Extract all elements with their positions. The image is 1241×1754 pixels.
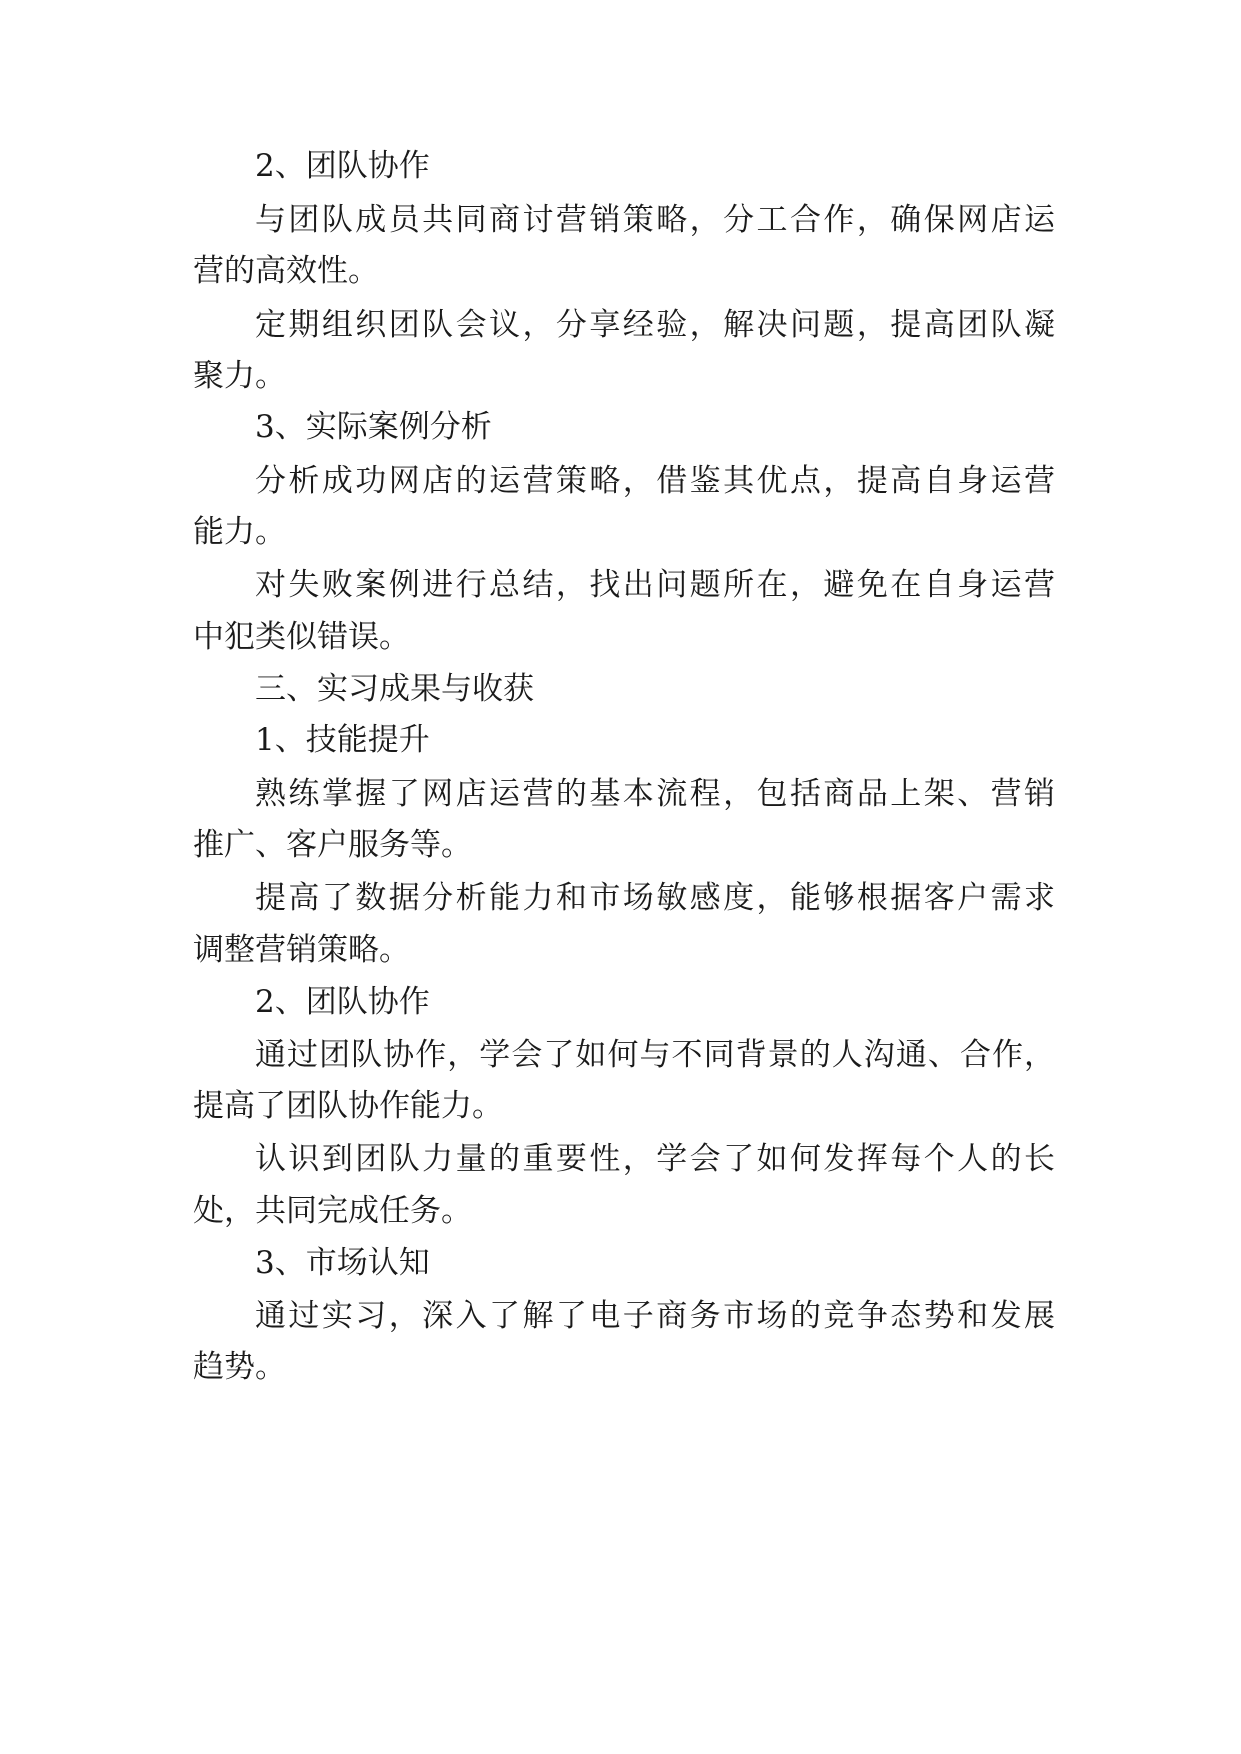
section-heading-team-collaboration: 2、团队协作	[255, 984, 430, 1020]
paragraph-line: 分析成功网店的运营策略，借鉴其优点，提高自身运营	[255, 463, 1055, 499]
section-heading-skill-improvement: 1、技能提升	[255, 722, 430, 758]
paragraph-line: 推广、客户服务等。	[193, 827, 472, 863]
paragraph-line: 认识到团队力量的重要性，学会了如何发挥每个人的长	[255, 1141, 1055, 1177]
paragraph-line: 中犯类似错误。	[193, 619, 410, 655]
paragraph-line: 趋势。	[193, 1349, 286, 1385]
paragraph-line: 提高了团队协作能力。	[193, 1088, 503, 1124]
paragraph-line: 处，共同完成任务。	[193, 1193, 472, 1229]
paragraph-line: 能力。	[193, 514, 286, 550]
section-heading-market-cognition: 3、市场认知	[255, 1245, 430, 1281]
section-heading-team-collaboration: 2、团队协作	[255, 148, 430, 184]
section-heading-case-analysis: 3、实际案例分析	[255, 409, 492, 445]
paragraph-line: 对失败案例进行总结，找出问题所在，避免在自身运营	[255, 567, 1055, 603]
section-heading-results: 三、实习成果与收获	[255, 671, 534, 707]
paragraph-line: 定期组织团队会议，分享经验，解决问题，提高团队凝	[255, 307, 1055, 343]
paragraph-line: 通过实习，深入了解了电子商务市场的竞争态势和发展	[255, 1298, 1055, 1334]
paragraph-line: 聚力。	[193, 358, 286, 394]
paragraph-line: 调整营销策略。	[193, 932, 410, 968]
paragraph-line: 熟练掌握了网店运营的基本流程，包括商品上架、营销	[255, 776, 1055, 812]
paragraph-line: 通过团队协作，学会了如何与不同背景的人沟通、合作，	[255, 1037, 1055, 1073]
paragraph-line: 提高了数据分析能力和市场敏感度，能够根据客户需求	[255, 880, 1055, 916]
paragraph-line: 营的高效性。	[193, 253, 379, 289]
paragraph-line: 与团队成员共同商讨营销策略，分工合作，确保网店运	[255, 202, 1055, 238]
